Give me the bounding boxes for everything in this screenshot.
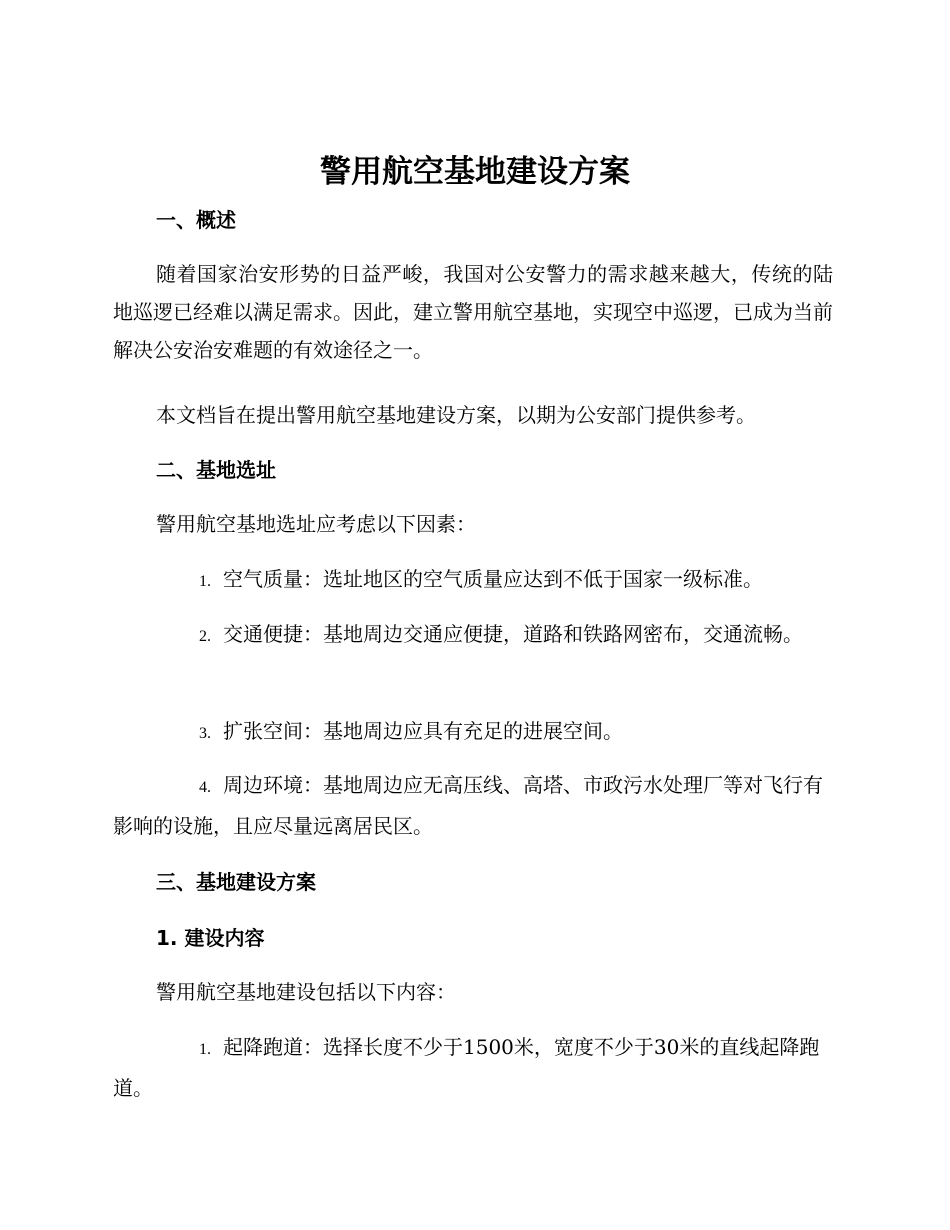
section-heading-construction-plan: 三、基地建设方案 xyxy=(156,870,316,894)
list-item xyxy=(113,1028,833,1107)
section-heading-overview: 一、概述 xyxy=(156,208,236,232)
section-heading-site-selection: 二、基地选址 xyxy=(156,458,276,482)
document-title: 警用航空基地建设方案 xyxy=(320,154,630,190)
list-item xyxy=(113,615,833,656)
list-item-text: 周边环境：基地周边应无高压线、高塔、市政污水处理厂等对飞行有影响的设施，且应尽量远离居民区。 xyxy=(113,773,823,838)
list-item xyxy=(113,766,833,845)
list-item-text: 空气质量：选址地区的空气质量应达到不低于国家一级标准。 xyxy=(223,567,763,591)
construction-content-intro: 警用航空基地建设包括以下内容： xyxy=(156,980,456,1004)
list-item-text: 扩张空间：基地周边应具有充足的进展空间。 xyxy=(223,719,623,743)
list-item xyxy=(113,712,833,753)
overview-paragraph-2: 本文档旨在提出警用航空基地建设方案，以期为公安部门提供参考。 xyxy=(156,403,756,427)
list-item-number: 3. xyxy=(199,725,211,742)
subsection-heading-construction-content: 1. 建设内容 xyxy=(156,926,265,950)
list-item-text: 起降跑道：选择长度不少于1500米，宽度不少于30米的直线起降跑道。 xyxy=(113,1035,820,1100)
list-item-text: 交通便捷：基地周边交通应便捷，道路和铁路网密布，交通流畅。 xyxy=(223,622,803,646)
list-item-number: 1. xyxy=(199,573,211,590)
list-item-number: 2. xyxy=(199,628,211,645)
site-selection-intro: 警用航空基地选址应考虑以下因素： xyxy=(156,512,476,536)
list-item-number: 1. xyxy=(199,1041,211,1058)
overview-paragraph-1: 随着国家治安形势的日益严峻，我国对公安警力的需求越来越大，传统的陆地巡逻已经难以满足需求。因此，建立警用航空基地，实现空中巡逻，已成为当前解决公安治安难题的有效途径之一。 xyxy=(113,262,833,362)
list-item xyxy=(113,560,833,601)
list-item-number: 4. xyxy=(199,779,211,796)
